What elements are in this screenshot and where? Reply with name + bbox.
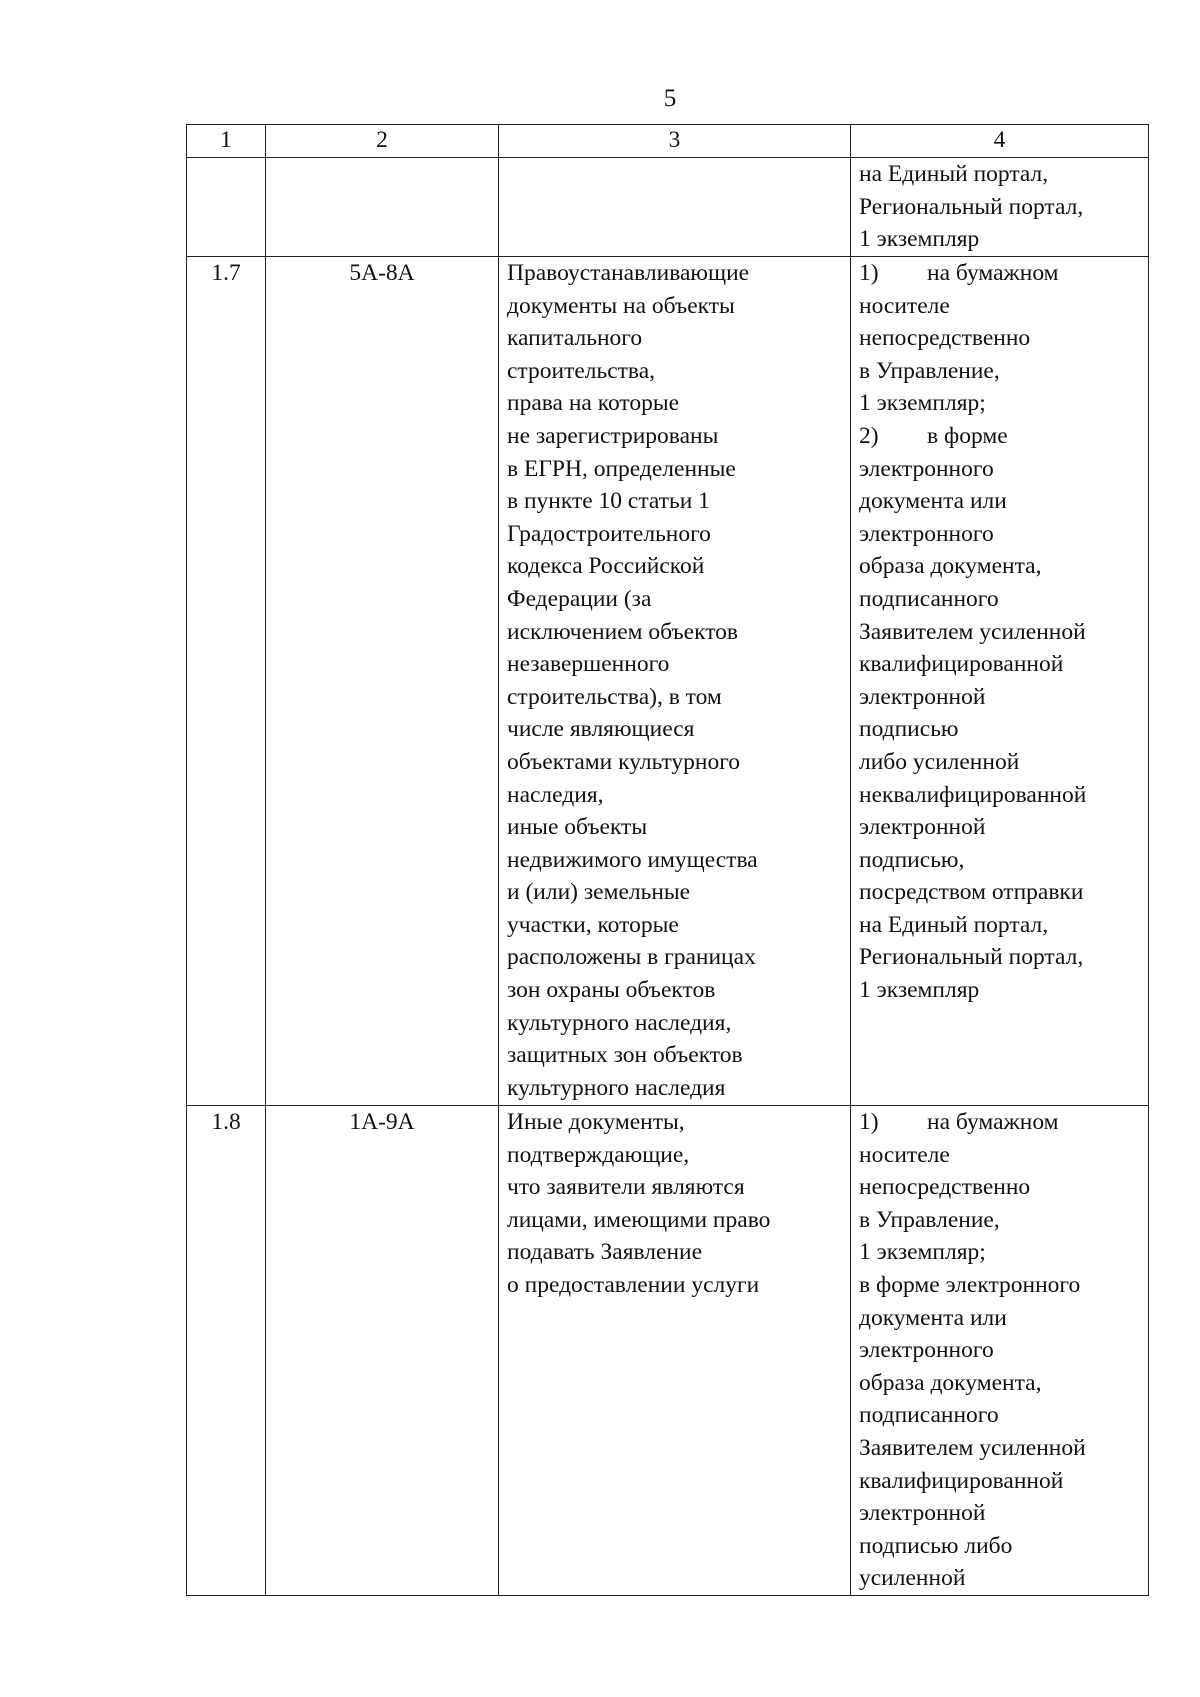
text-line: строительства, — [507, 357, 655, 384]
text-line: строительства), в том — [507, 683, 722, 710]
page-number: 5 — [663, 85, 677, 112]
text-line: документа или — [859, 1304, 1007, 1331]
cont-cell-1 — [187, 158, 266, 257]
text-line: числе являющиеся — [507, 716, 695, 743]
list-item-1 — [859, 1106, 1140, 1139]
text-line: в ЕГРН, определенные — [507, 455, 736, 482]
text-line: права на которые — [507, 390, 680, 417]
list-item-2 — [859, 420, 1140, 453]
table-row-1-8 — [187, 1106, 1149, 1596]
text-line: что заявители являются — [507, 1174, 745, 1201]
text-line: непосредственно — [859, 325, 1031, 352]
row-code: 5А-8А — [266, 257, 499, 1106]
text-line: Градостроительного — [507, 520, 711, 547]
text-line: в Управление, — [859, 1206, 1000, 1233]
text-line: Региональный портал, — [859, 193, 1084, 220]
text-line: усиленной — [859, 1565, 966, 1592]
text-line: электронного — [859, 455, 994, 482]
text-fragment: в форме — [927, 422, 1008, 449]
table-header-row — [187, 125, 1149, 158]
text-line: зон охраны объектов — [507, 977, 716, 1004]
text-line: электронной — [859, 1500, 986, 1527]
text-line: образа документа, — [859, 553, 1042, 580]
text-line: культурного наследия, — [507, 1009, 732, 1036]
text-line: иные объекты — [507, 814, 648, 841]
text-line: квалифицированной — [859, 1467, 1064, 1494]
text-line: либо усиленной — [859, 748, 1020, 775]
text-line: о предоставлении услуги — [507, 1271, 760, 1298]
header-col-1: 1 — [187, 125, 266, 158]
text-line: подписью либо — [859, 1532, 1013, 1559]
text-line: объектами культурного — [507, 748, 741, 775]
text-line: исключением объектов — [507, 618, 739, 645]
text-line: документы на объекты — [507, 292, 735, 319]
text-line: кодекса Российской — [507, 553, 705, 580]
text-line: подписанного — [859, 1402, 999, 1429]
text-line: 1 экземпляр — [859, 226, 980, 253]
list-marker: 1) — [859, 260, 879, 286]
documents-table — [186, 124, 1149, 1596]
text-line: защитных зон объектов — [507, 1042, 743, 1069]
text-line: подтверждающие, — [507, 1141, 690, 1168]
text-line: не зарегистрированы — [507, 422, 719, 449]
text-line: 1 экземпляр — [859, 977, 980, 1004]
cont-cell-2 — [266, 158, 499, 257]
text-line: электронного — [859, 520, 994, 547]
text-line: Правоустанавливающие — [507, 260, 750, 286]
text-line: капитального — [507, 325, 643, 352]
text-line: посредством отправки — [859, 879, 1084, 906]
header-col-2: 2 — [266, 125, 499, 158]
text-line: Заявителем усиленной — [859, 618, 1086, 645]
text-line: подписанного — [859, 585, 999, 612]
text-line: в Управление, — [859, 357, 1000, 384]
text-line: 1 экземпляр; — [859, 390, 986, 417]
row-code: 1А-9А — [266, 1106, 499, 1596]
cont-cell-4 — [851, 158, 1149, 257]
text-fragment: на бумажном — [927, 260, 1059, 286]
document-description — [499, 1106, 851, 1596]
text-line: лицами, имеющими право — [507, 1206, 771, 1233]
text-fragment: на бумажном — [927, 1109, 1059, 1135]
text-line: 1 экземпляр; — [859, 1239, 986, 1266]
text-line: и (или) земельные — [507, 879, 691, 906]
text-line: образа документа, — [859, 1369, 1042, 1396]
submission-method — [851, 1106, 1149, 1596]
text-line: Региональный портал, — [859, 944, 1084, 971]
text-line: электронной — [859, 814, 986, 841]
cont-cell-3 — [499, 158, 851, 257]
text-line: неквалифицированной — [859, 781, 1087, 808]
text-line: в пункте 10 статьи 1 — [507, 488, 710, 515]
text-line: подписью — [859, 716, 959, 743]
text-line: расположены в границах — [507, 944, 756, 971]
document-description — [499, 257, 851, 1106]
row-number: 1.7 — [187, 257, 266, 1106]
text-line: на Единый портал, — [859, 911, 1049, 938]
text-line: электронного — [859, 1337, 994, 1364]
header-col-4: 4 — [851, 125, 1149, 158]
text-line: недвижимого имущества — [507, 846, 758, 873]
text-line: подписью, — [859, 846, 965, 873]
row-number: 1.8 — [187, 1106, 266, 1596]
header-col-3: 3 — [499, 125, 851, 158]
text-line: электронной — [859, 683, 986, 710]
text-line: Иные документы, — [507, 1109, 685, 1135]
text-line: на Единый портал, — [859, 161, 1049, 187]
list-item-1 — [859, 257, 1140, 290]
text-line: подавать Заявление — [507, 1239, 703, 1266]
text-line: квалифицированной — [859, 651, 1064, 678]
text-line: культурного наследия — [507, 1074, 726, 1101]
text-line: участки, которые — [507, 911, 679, 938]
text-line: незавершенного — [507, 651, 670, 678]
submission-method — [851, 257, 1149, 1106]
text-line: носителе — [859, 292, 950, 319]
text-line: непосредственно — [859, 1174, 1031, 1201]
list-marker: 1) — [859, 1109, 879, 1135]
text-line: Заявителем усиленной — [859, 1434, 1086, 1461]
text-line: носителе — [859, 1141, 950, 1168]
table-row-continuation — [187, 158, 1149, 257]
text-line: Федерации (за — [507, 585, 652, 612]
list-marker: 2) — [859, 422, 879, 449]
text-line: наследия, — [507, 781, 604, 808]
text-line: документа или — [859, 488, 1007, 515]
table-row-1-7 — [187, 257, 1149, 1106]
text-line: в форме электронного — [859, 1271, 1081, 1298]
